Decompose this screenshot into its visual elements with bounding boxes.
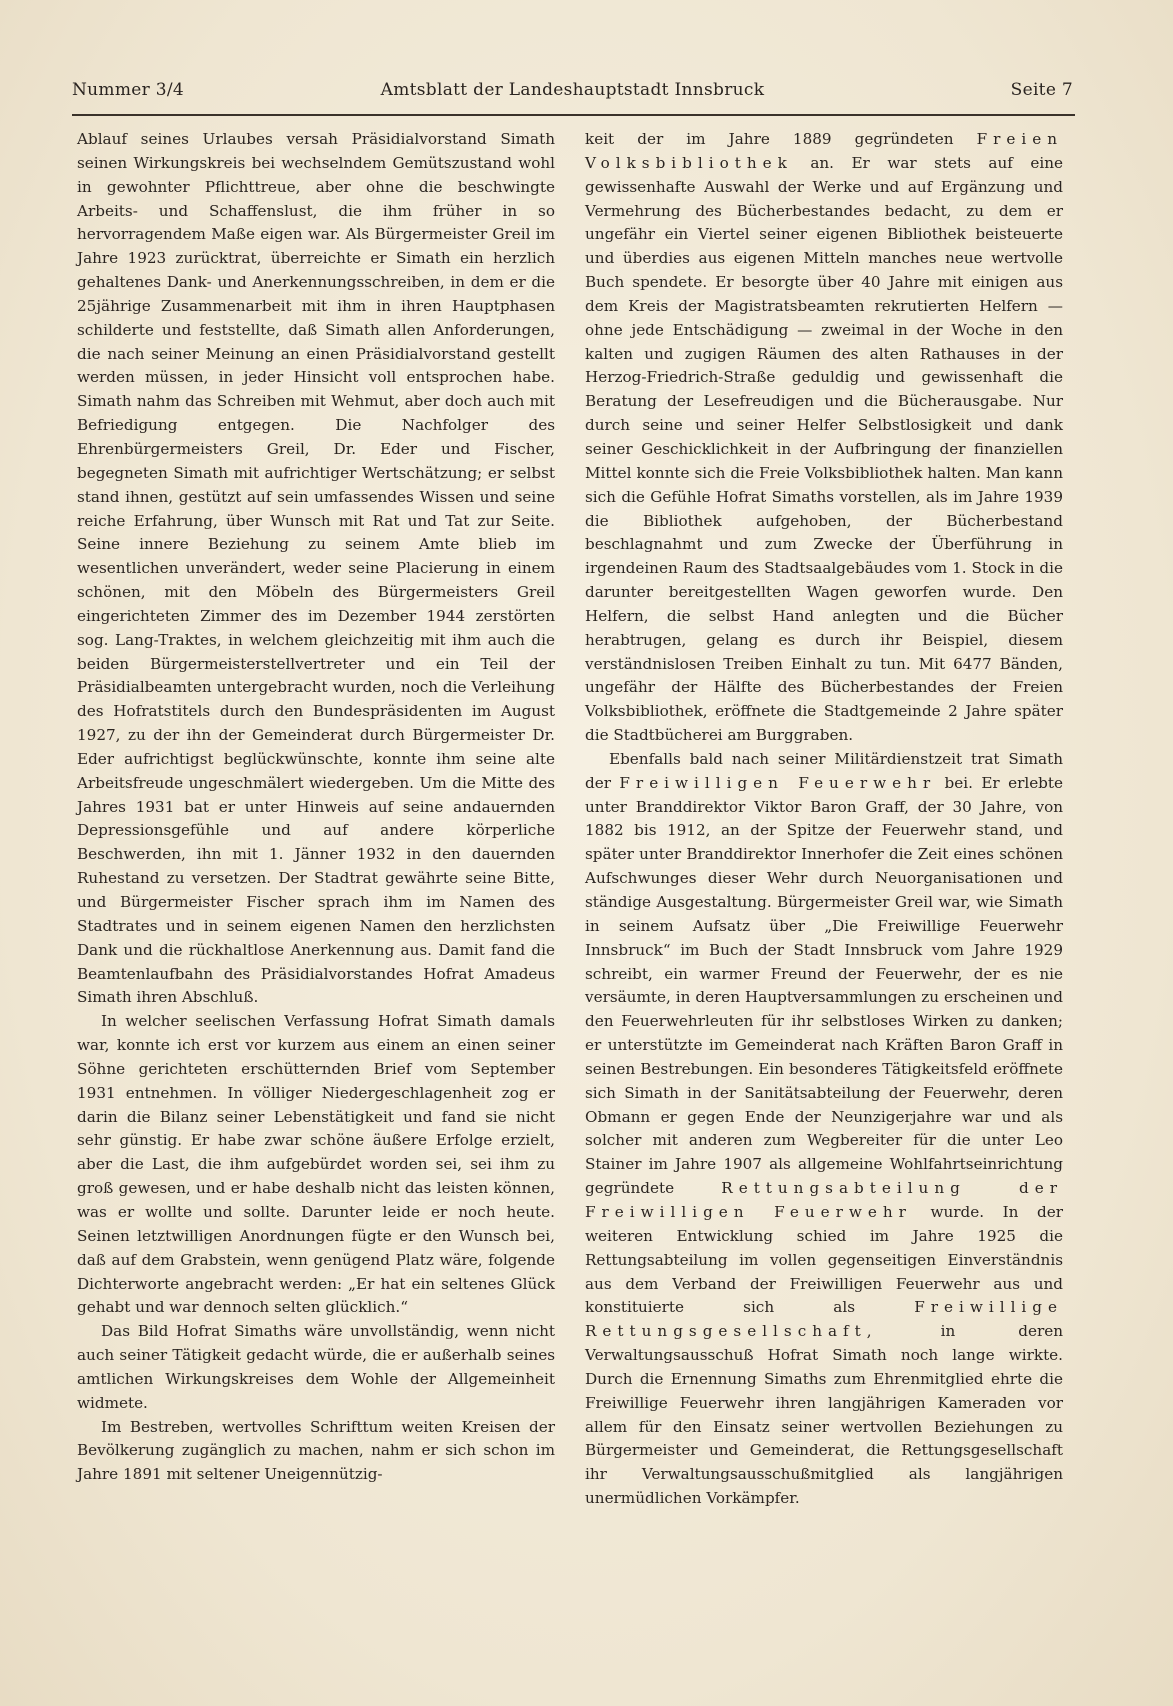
text-run: keit der im Jahre 1889 gegründeten xyxy=(585,130,954,148)
header-rule xyxy=(72,114,1075,116)
text-run: bei. Er erlebte unter Branddirektor Viktor Baron Graff, der 30 Jahre, von 1882 bis 1912, an der Spitze der Feuerwehr stand, und später unter Branddirektor Innerhofer die Zeit eines schönen Aufschwunges dieser Wehr durch Neuorganisationen und ständige Ausgestaltung. Bürgermeister Greil war, wie Simath in seinem Aufsatz über „Die Freiwillige Feuerwehr Innsbruck“ im Buch der Stadt Innsbruck vom Jahre 1929 schreibt, ein warmer Freund der Feuerwehr, der es nie versäumte, in deren Hauptversammlungen zu erscheinen und den Feuerwehrleuten für ihr selbstloses Wirken zu danken; er unterstützte im Gemeinderat nach Kräften Baron Graff in seinen Bestrebungen. Ein besonderes Tätigkeitsfeld eröffnete sich Simath in der Sanitätsabteilung der Feuerwehr, deren Obmann er gegen Ende der Neunzigerjahre war und als solcher mit anderen zum Wegbereiter für die unter Leo Stainer im Jahre 1907 als allgemeine Wohlfahrtseinrichtung gegründete xyxy=(585,773,1063,1198)
issue-number: Nummer 3/4 xyxy=(72,80,185,100)
text-run: wurde. In der weiteren Entwicklung schied im Jahre 1925 die Rettungsabteilung im vollen gegenseitigen Einverständnis aus dem Verband der Freiwilligen Feuerwehr aus und konstituierte sich als xyxy=(585,1202,1063,1317)
paragraph xyxy=(585,748,1063,1511)
paragraph: Im Bestreben, wertvolles Schrifttum weiten Kreisen der Bevölkerung zugänglich zu machen, nahm er sich schon im Jahre 1891 mit seltener Uneigennützig- xyxy=(77,1417,555,1484)
spaced-emphasis: Freiwilligen Feuerwehr xyxy=(619,773,937,792)
text-run: an. Er war stets auf eine gewissenhafte Auswahl der Werke und auf Ergänzung und Vermehrung des Bücherbestandes bedacht, zu dem er ungefähr ein Viertel seiner eigenen Bibliothek beisteuerte und überdies aus eigenen Mitteln manches neue wertvolle Buch spendete. Er besorgte über 40 Jahre mit einigen aus dem Kreis der Magistratsbeamten rekrutierten Helfern — ohne jede Entschädigung — zweimal in der Woche in den kalten und zugigen Räumen des alten Rathauses in der Herzog-Friedrich-Straße geduldig und gewissenhaft die Beratung der Lesefreudigen und die Bücherausgabe. Nur durch seine und seiner Helfer Selbstlosigkeit und dank seiner Geschicklichkeit in der Aufbringung der finanziellen Mittel konnte sich die Freie Volksbibliothek halten. Man kann sich die Gefühle Hofrat Simaths vorstellen, als im Jahre 1939 die Bibliothek aufgehoben, der Bücherbestand beschlagnahmt und zum Zwecke der Überführung in irgendeinen Raum des Stadtsaalgebäudes vom 1. Stock in die darunter bereitgestellten Wagen geworfen wurde. Den Helfern, die selbst Hand anlegten und die Bücher herabtrugen, gelang es durch ihr Beispiel, diesem verständnislosen Treiben Einhalt zu tun. Mit 6477 Bänden, ungefähr der Hälfte des Bücherbestandes der Freien Volksbibliothek, eröffnete die Stadtgemeinde 2 Jahre später die Stadtbücherei am Burggraben. xyxy=(585,153,1063,745)
right-column xyxy=(585,128,1063,1511)
paragraph: Das Bild Hofrat Simaths wäre unvollständig, wenn nicht auch seiner Tätigkeit gedacht würde, die er außerhalb seines amtlichen Wirkungskreises dem Wohle der Allgemeinheit widmete. xyxy=(77,1322,555,1412)
spaced-emphasis: Freiwillige Rettungsgesellschaft, xyxy=(585,1298,1064,1341)
page-header xyxy=(72,74,1073,114)
paragraph: In welcher seelischen Verfassung Hofrat Simath damals war, konnte ich erst vor kurzem aus einem an einen seiner Söhne gerichteten erschütternden Brief vom September 1931 entnehmen. In völliger Niedergeschlagenheit zog er darin die Bilanz seiner Lebenstätigkeit und fand sie nicht sehr günstig. Er habe zwar schöne äußere Erfolge erzielt, aber die Last, die ihm aufgebürdet worden sei, sei ihm zu groß gewesen, und er habe deshalb nicht das leisten können, was er wollte und sollte. Darunter leide er noch heute. Seinen letztwilligen Anordnungen fügte er den Wunsch bei, daß auf dem Grabstein, wenn genügend Platz wäre, folgende Dichterworte angebracht werden: „Er hat ein seltenes Glück gehabt und war dennoch selten glücklich.“ xyxy=(77,1012,555,1317)
paragraph: Ablauf seines Urlaubes versah Präsidialvorstand Simath seinen Wirkungskreis bei wechselndem Gemütszustand wohl in gewohnter Pflichttreue, aber ohne die beschwingte Arbeits- und Schaffenslust, die ihm früher in so hervorragendem Maße eigen war. Als Bürgermeister Greil im Jahre 1923 zurücktrat, überreichte er Simath ein herzlich gehaltenes Dank- und Anerkennungsschreiben, in dem er die 25jährige Zusammenarbeit mit ihm in ihren Hauptphasen schilderte und feststellte, daß Simath allen Anforderungen, die nach seiner Meinung an einen Präsidialvorstand gestellt werden müssen, in jeder Hinsicht voll entsprochen habe. Simath nahm das Schreiben mit Wehmut, aber doch auch mit Befriedigung entgegen. Die Nachfolger des Ehrenbürgermeisters Greil, Dr. Eder und Fischer, begegneten Simath mit aufrichtiger Wertschätzung; er selbst stand ihnen, gestützt auf sein umfassendes Wissen und seine reiche Erfahrung, über Wunsch mit Rat und Tat zur Seite. Seine innere Beziehung zu seinem Amte blieb im wesentlichen unverändert, weder seine Placierung in einem schönen, mit den Möbeln des Bürgermeisters Greil eingerichteten Zimmer des im Dezember 1944 zerstörten sog. Lang-Traktes, in welchem gleichzeitig mit ihm auch die beiden Bürgermeisterstellvertreter und ein Teil der Präsidialbeamten untergebracht wurden, noch die Verleihung des Hofratstitels durch den Bundespräsidenten im August 1927, zu der ihn der Gemeinderat durch Bürgermeister Dr. Eder aufrichtigst beglückwünschte, konnte ihm seine alte Arbeitsfreude ungeschmälert wiedergeben. Um die Mitte des Jahres 1931 bat er unter Hinweis auf seine andauernden Depressionsgefühle und auf andere körperliche Beschwerden, ihn mit 1. Jänner 1932 in den dauernden Ruhestand zu versetzen. Der Stadtrat gewährte seine Bitte, und Bürgermeister Fischer sprach ihm im Namen des Stadtrates und in seinem eigenen Namen den herzlichsten Dank und die rückhaltlose Anerkennung aus. Damit fand die Beamtenlaufbahn des Präsidialvorstandes Hofrat Amadeus Simath ihren Abschluß. xyxy=(77,130,555,1007)
left-column xyxy=(77,128,555,1487)
spaced-emphasis: Rettungsabteilung der Freiwilligen Feuerwehr xyxy=(585,1179,1064,1221)
spaced-emphasis: Freien Volksbibliothek xyxy=(585,130,1063,172)
paragraph xyxy=(585,128,1063,748)
publication-title: Amtsblatt der Landeshauptstadt Innsbruck xyxy=(380,80,765,100)
text-run: Ebenfalls bald nach seiner Militärdienstzeit trat Simath der xyxy=(585,749,1063,792)
text-run: in deren Verwaltungsausschuß Hofrat Simath noch lange wirkte. Durch die Ernennung Simaths zum Ehrenmitglied ehrte die Freiwillige Feuerwehr ihren langjährigen Kameraden vor allem für den Einsatz seiner wertvollen Beziehungen zu Bürgermeister und Gemeinderat, die Rettungsgesellschaft ihr Verwaltungsausschußmitglied als langjährigen unermüdlichen Vorkämpfer. xyxy=(585,1322,1063,1508)
page-number: Seite 7 xyxy=(1010,80,1073,100)
